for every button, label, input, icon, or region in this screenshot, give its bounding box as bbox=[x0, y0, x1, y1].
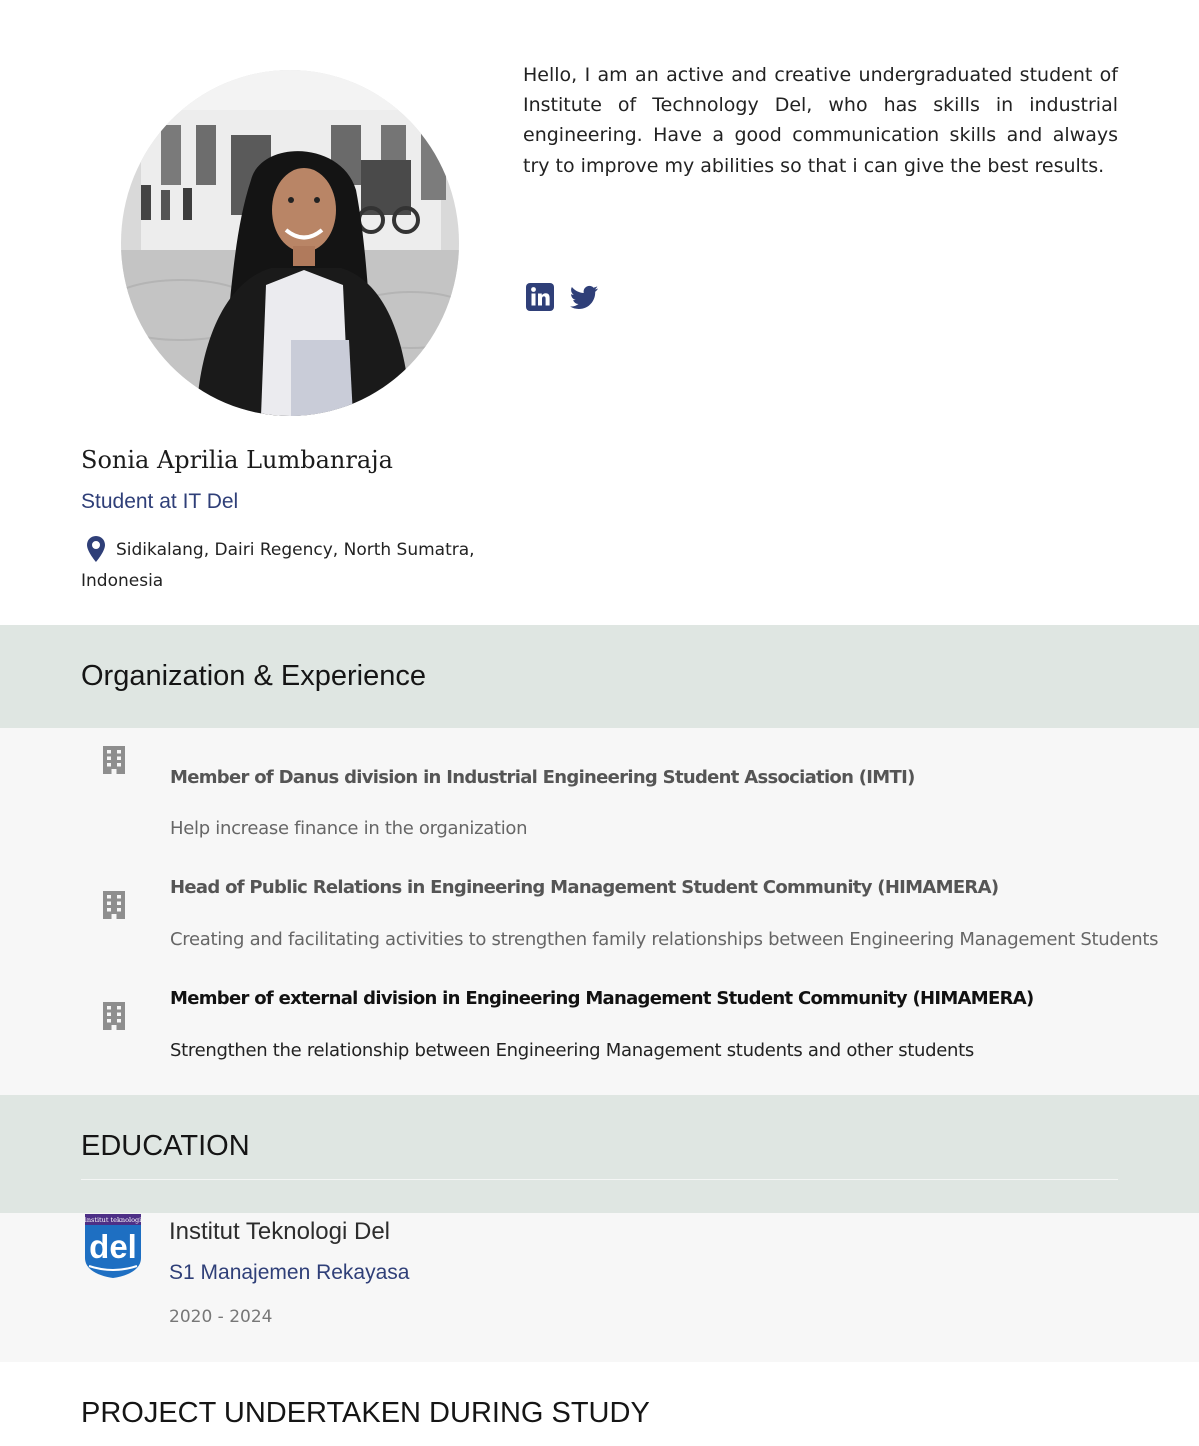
map-pin-icon bbox=[81, 534, 111, 564]
degree-name: S1 Manajemen Rekayasa bbox=[169, 1261, 410, 1284]
organization-list bbox=[0, 728, 1199, 1095]
organization-heading: Organization & Experience bbox=[81, 660, 426, 692]
organization-section-header bbox=[0, 625, 1199, 728]
school-name: Institut Teknologi Del bbox=[169, 1218, 391, 1245]
about-text: Hello, I am an active and creative undergraduated student of Institute of Technology Del, who has skills in industrial engineering. Have a good communication skills and always try to improve my abilities so that i can give the best results. bbox=[523, 64, 1118, 177]
logo-caption: institut teknologi bbox=[84, 1216, 142, 1224]
linkedin-icon[interactable] bbox=[524, 281, 556, 313]
building-icon bbox=[102, 890, 126, 919]
organization-title: Member of Danus division in Industrial Engineering Student Association (IMTI) bbox=[170, 767, 915, 788]
profile-location bbox=[81, 534, 501, 597]
organization-title: Member of external division in Engineering Management Student Community (HIMAMERA) bbox=[170, 988, 1034, 1009]
section-divider bbox=[81, 1179, 1118, 1180]
organization-description: Strengthen the relationship between Engineering Management students and other students bbox=[170, 1040, 974, 1061]
social-links bbox=[524, 281, 600, 313]
profile-name: Sonia Aprilia Lumbanraja bbox=[81, 446, 393, 474]
organization-title: Head of Public Relations in Engineering Management Student Community (HIMAMERA) bbox=[170, 877, 999, 898]
organization-description: Creating and facilitating activities to strengthen family relationships between Engineering Management Students bbox=[170, 929, 1159, 950]
building-icon bbox=[102, 745, 126, 774]
education-section-header bbox=[0, 1095, 1199, 1213]
twitter-icon[interactable] bbox=[568, 281, 600, 313]
study-years: 2020 - 2024 bbox=[169, 1307, 273, 1327]
location-text: Sidikalang, Dairi Regency, North Sumatra, Indonesia bbox=[81, 540, 475, 591]
school-logo bbox=[83, 1214, 143, 1278]
organization-description: Help increase finance in the organization bbox=[170, 818, 528, 839]
building-icon bbox=[102, 1001, 126, 1030]
projects-heading: PROJECT UNDERTAKEN DURING STUDY bbox=[81, 1397, 650, 1429]
logo-text: del bbox=[89, 1228, 137, 1265]
profile-photo bbox=[121, 70, 459, 416]
profile-role: Student at IT Del bbox=[81, 490, 239, 513]
profile-header bbox=[0, 0, 1199, 625]
education-heading: EDUCATION bbox=[81, 1130, 250, 1162]
